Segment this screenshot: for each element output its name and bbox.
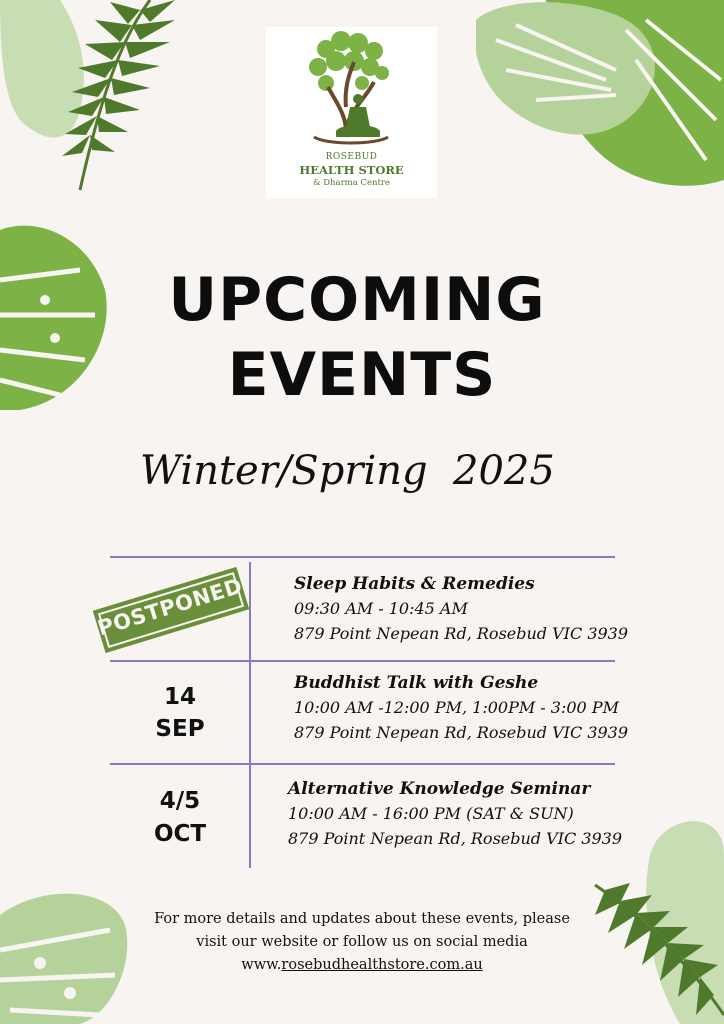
footer-website [0, 957, 724, 973]
logo-text-health-store: HEALTH STORE [299, 163, 404, 177]
postponed-stamp [93, 567, 249, 653]
event-2-time: 10:00 AM -12:00 PM, 1:00PM - 3:00 PM [294, 698, 619, 717]
event-3-time: 10:00 AM - 16:00 PM (SAT & SUN) [288, 804, 574, 823]
page-title-line1: UPCOMING [168, 265, 546, 335]
event-3-month: OCT [153, 821, 207, 847]
buddha-tree-icon [266, 27, 437, 152]
store-logo [266, 27, 437, 198]
logo-text-dharma-centre: & Dharma Centre [312, 178, 391, 188]
event-1-name: Sleep Habits & Remedies [294, 574, 535, 594]
divider-2 [110, 763, 615, 765]
divider-vertical [249, 562, 251, 868]
footer-line-2: visit our website or follow us on social media [196, 934, 528, 950]
monstera-leaf-top-right-icon [476, 0, 724, 195]
divider-top [110, 556, 615, 558]
event-2-day: 14 [163, 684, 196, 710]
event-3-name: Alternative Knowledge Seminar [288, 779, 591, 799]
event-1-address: 879 Point Nepean Rd, Rosebud VIC 3939 [294, 624, 629, 643]
event-2-name: Buddhist Talk with Geshe [294, 673, 539, 693]
season-subtitle: Winter/Spring 2025 [140, 448, 555, 494]
footer-line-1: For more details and updates about these events, please [154, 911, 570, 927]
page-title-line2: EVENTS [227, 340, 497, 410]
event-3-day: 4/5 [159, 788, 201, 814]
event-1-time: 09:30 AM - 10:45 AM [294, 599, 468, 618]
website-prefix: www. [241, 957, 282, 973]
logo-text-rosebud: ROSEBUD [325, 152, 378, 162]
event-3-address: 879 Point Nepean Rd, Rosebud VIC 3939 [288, 829, 623, 848]
website-link[interactable]: rosebudhealthstore.com.au [281, 957, 483, 973]
palm-leaf-top-left-icon [0, 0, 180, 200]
postponed-label: POSTPONED [94, 573, 246, 641]
divider-1 [110, 660, 615, 662]
monstera-leaf-bottom-left-icon [0, 885, 130, 1024]
event-2-month: SEP [155, 716, 205, 742]
event-2-address: 879 Point Nepean Rd, Rosebud VIC 3939 [294, 723, 629, 742]
